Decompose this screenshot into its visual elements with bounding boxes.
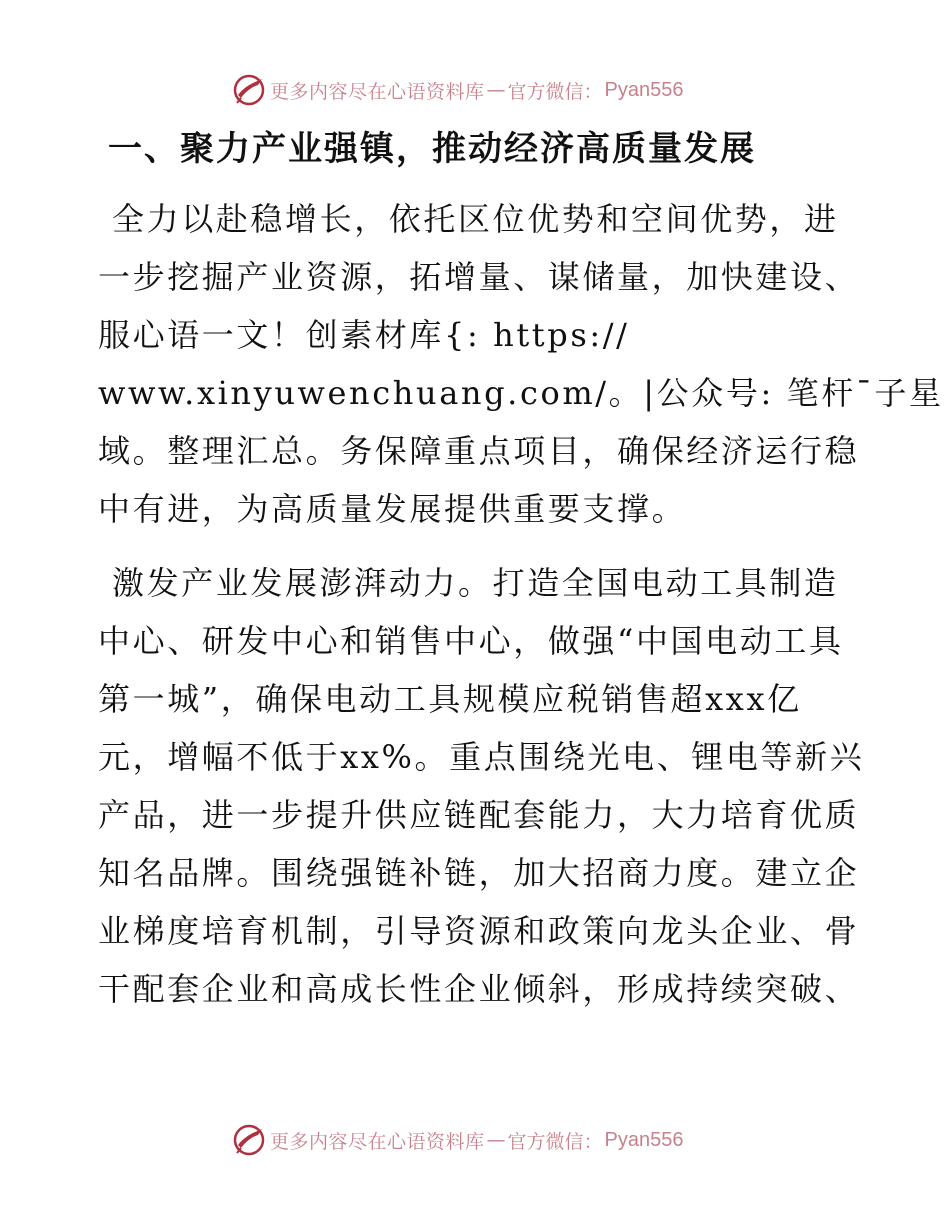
- paragraph-line: 知名品牌。围绕强链补链，加大招商力度。建立企: [98, 854, 860, 892]
- paragraph-line: 元，增幅不低于xx%。重点围绕光电、锂电等新兴: [98, 738, 865, 776]
- footer-banner: [232, 1122, 684, 1158]
- banner-title: 更多内容尽在心语资料库: [270, 80, 485, 103]
- paragraph-line: 业梯度培育机制，引导资源和政策向龙头企业、骨: [98, 912, 860, 950]
- pen-logo-icon: [232, 1123, 266, 1157]
- paragraph-line: 干配套企业和高成长性企业倾斜，形成持续突破、: [98, 970, 860, 1008]
- paragraph-line: 激发产业发展澎湃动力。打造全国电动工具制造: [112, 564, 839, 602]
- banner-title: 更多内容尽在心语资料库: [270, 1130, 485, 1153]
- paragraph-line: 一步挖掘产业资源，拓增量、谋储量，加快建设、: [98, 258, 860, 296]
- paragraph-1: [98, 190, 944, 538]
- document-body: [98, 120, 944, 1018]
- paragraph-line: 产品，进一步提升供应链配套能力，大力培育优质: [98, 796, 860, 834]
- banner-dash: —: [486, 1129, 506, 1151]
- banner-wechat-id: Pyan556: [604, 1128, 684, 1151]
- banner-subtitle: 官方微信：: [507, 80, 603, 103]
- paragraph-line: www.xinyuwenchuang.com/。|公众号: 笔杆¯子星: [98, 374, 944, 412]
- paragraph-line: 全力以赴稳增长，依托区位优势和空间优势，进: [112, 200, 839, 238]
- paragraph-line: 中有进，为高质量发展提供重要支撑。: [98, 490, 687, 528]
- paragraph-line: 第一城”，确保电动工具规模应税销售超xxx亿: [98, 680, 802, 718]
- banner-wechat-id: Pyan556: [604, 78, 684, 101]
- section-heading: 一、聚力产业强镇，推动经济高质量发展: [108, 129, 756, 169]
- paragraph-line: 中心、研发中心和销售中心，做强“中国电动工具: [98, 622, 844, 660]
- pen-logo-icon: [232, 73, 266, 107]
- paragraph-line: 服心语一文！创素材库{: https://: [98, 316, 630, 354]
- banner-dash: —: [486, 79, 506, 101]
- paragraph-line: 域。整理汇总。务保障重点项目，确保经济运行稳: [98, 432, 860, 470]
- paragraph-2: [98, 554, 865, 1018]
- banner-subtitle: 官方微信：: [507, 1130, 603, 1153]
- header-banner: [232, 72, 684, 108]
